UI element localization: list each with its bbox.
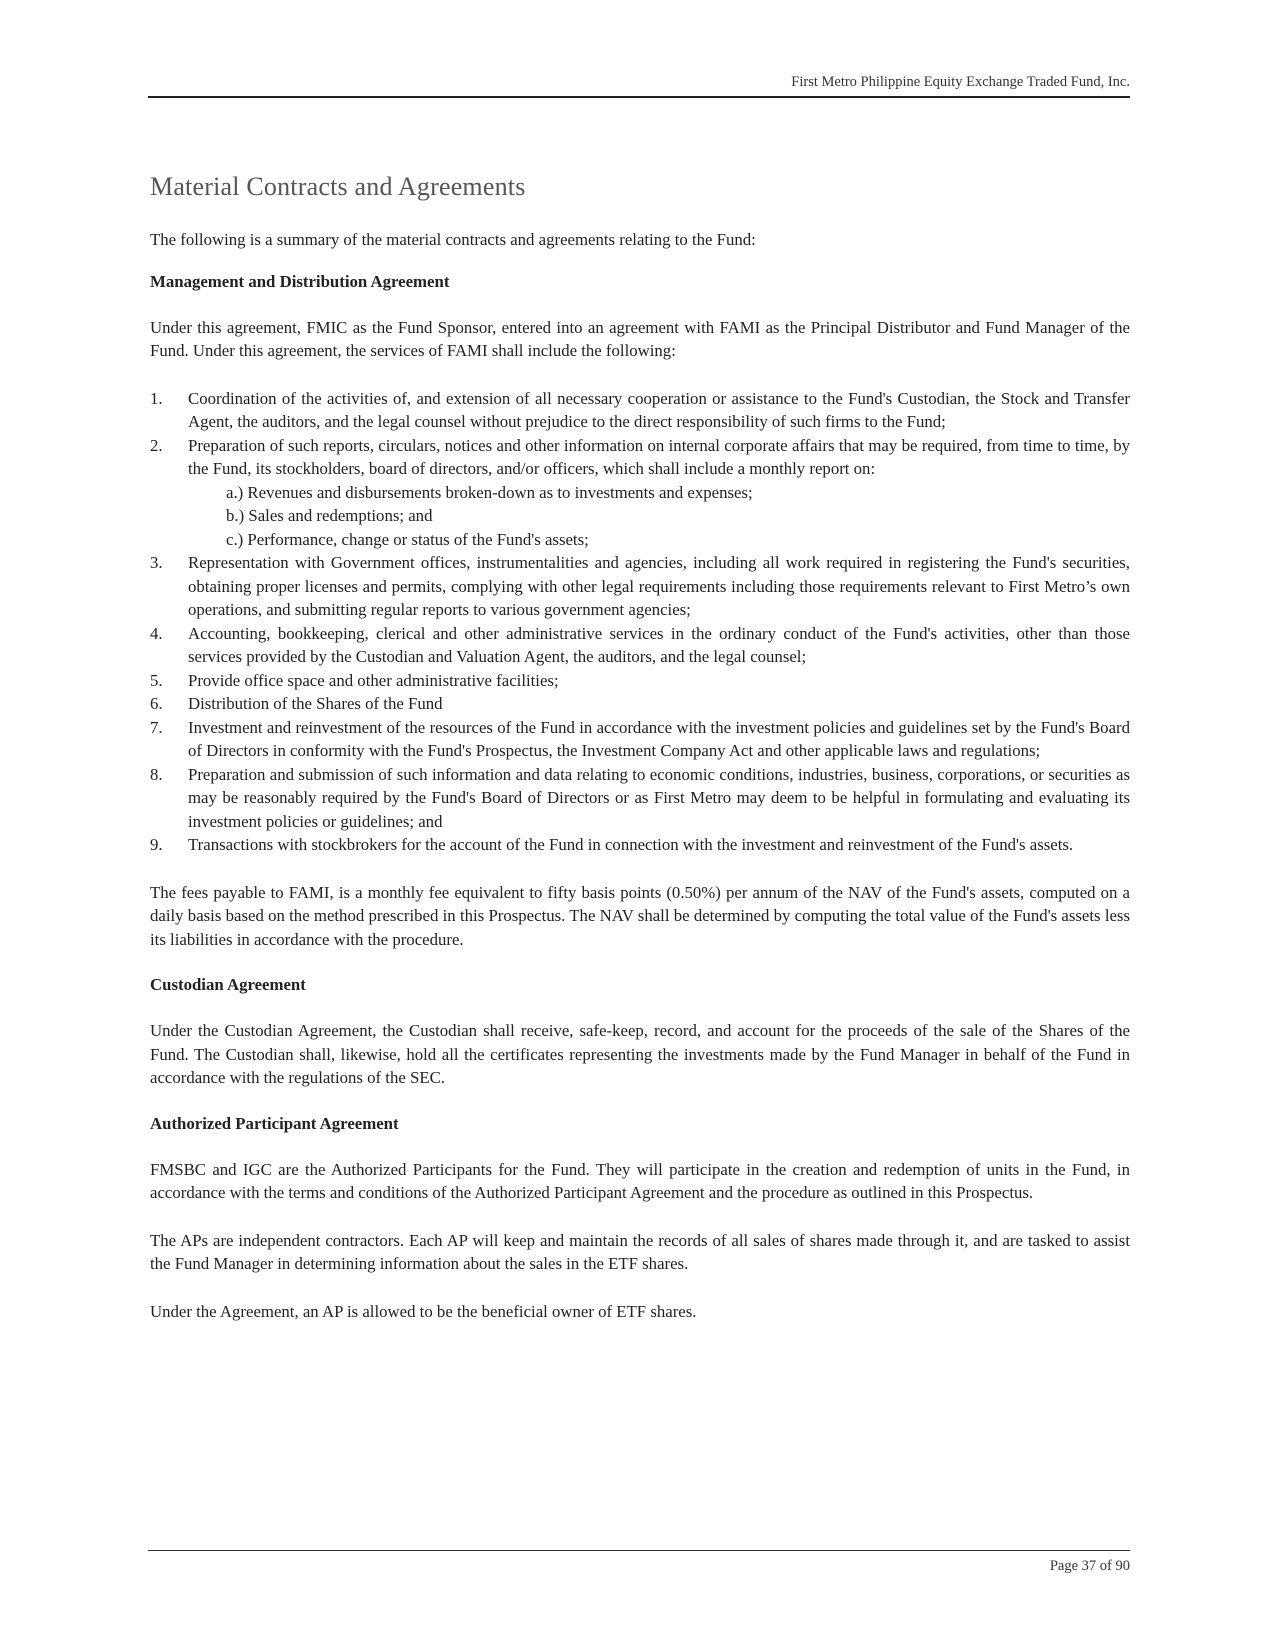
header-rule xyxy=(148,96,1130,98)
list-item-number: 2. xyxy=(150,435,163,455)
fees-paragraph: The fees payable to FAMI, is a monthly fee equivalent to fifty basis points (0.50%) per annum of the NAV of the Fund's assets, computed on a daily basis based on the method prescribed in this Prospectus. The NAV shall be determined by computing the total value of the Fund's assets less its liabilities in accordance with the procedure. xyxy=(150,882,1130,949)
main-content xyxy=(150,172,1130,1347)
list-item xyxy=(150,434,1130,552)
list-item xyxy=(150,833,1130,857)
list-item-number: 9. xyxy=(150,835,163,854)
list-item xyxy=(150,551,1130,622)
list-item-number: 1. xyxy=(150,388,163,408)
custodian-paragraph: Under the Custodian Agreement, the Custodian shall receive, safe-keep, record, and account for the proceeds of the sale of the Shares of the Fund. The Custodian shall, likewise, hold all the certificates representing the investments made by the Fund Manager in behalf of the Fund in accordance with the regulations of the SEC. xyxy=(150,1021,1130,1087)
list-item-number: 3. xyxy=(150,553,163,572)
list-item-text: Coordination of the activities of, and extension of all necessary cooperation or assistance to the Fund's Custodian, the Stock and Transfer Agent, the auditors, and the legal counsel without prejudice to the direct responsibility of such firms to the Fund; xyxy=(188,388,1130,431)
sublist-item: b.) Sales and redemptions; and xyxy=(226,506,433,525)
authorized-participant-paragraph: FMSBC and IGC are the Authorized Participants for the Fund. They will participate in the creation and redemption of units in the Fund, in accordance with the terms and conditions of the Authorized Participant Agreement and the procedure as outlined in this Prospectus. xyxy=(150,1159,1130,1202)
ap-beneficial-owner-paragraph: Under the Agreement, an AP is allowed to be the beneficial owner of ETF shares. xyxy=(150,1301,697,1321)
list-item-text: Investment and reinvestment of the resources of the Fund in accordance with the investment policies and guidelines set by the Fund's Board of Directors in conformity with the Fund's Prospectus, the Investment Company Act and other applicable laws and regulations; xyxy=(188,717,1130,760)
list-item-text: Preparation of such reports, circulars, notices and other information on internal corporate affairs that may be required, from time to time, by the Fund, its stockholders, board of directors, and/or officers, which shall include a monthly report on: xyxy=(188,435,1130,478)
list-item-text: Transactions with stockbrokers for the account of the Fund in connection with the investment and reinvestment of the Fund's assets. xyxy=(188,835,1074,854)
list-item xyxy=(150,716,1130,763)
list-item-text: Representation with Government offices, instrumentalities and agencies, including all work required in registering the Fund's securities, obtaining proper licenses and permits, complying with other legal requirements including those requirements relevant to First Metro’s own operations, and submitting regular reports to various government agencies; xyxy=(188,553,1130,619)
list-item xyxy=(150,622,1130,669)
list-item xyxy=(150,669,1130,693)
list-item-number: 4. xyxy=(150,623,163,643)
authorized-participant-heading: Authorized Participant Agreement xyxy=(150,1113,399,1133)
list-item-number: 6. xyxy=(150,694,163,713)
services-list xyxy=(150,387,1130,857)
list-item-number: 7. xyxy=(150,717,163,737)
sublist-item: c.) Performance, change or status of the Fund's assets; xyxy=(226,529,589,549)
monthly-report-sublist xyxy=(188,481,1130,552)
footer-rule xyxy=(148,1550,1130,1551)
management-heading: Management and Distribution Agreement xyxy=(150,271,450,291)
management-paragraph: Under this agreement, FMIC as the Fund Sponsor, entered into an agreement with FAMI as the Principal Distributor and Fund Manager of the Fund. Under this agreement, the services of FAMI shall include the following: xyxy=(150,317,1130,360)
intro-paragraph: The following is a summary of the material contracts and agreements relating to the Fund: xyxy=(150,230,756,249)
list-item-number: 5. xyxy=(150,670,163,690)
list-item-text: Accounting, bookkeeping, clerical and other administrative services in the ordinary conduct of the Fund's activities, other than those services provided by the Custodian and Valuation Agent, the auditors, and the legal counsel; xyxy=(188,623,1130,666)
list-item xyxy=(150,763,1130,834)
list-item-text: Provide office space and other administrative facilities; xyxy=(188,670,559,690)
section-title: Material Contracts and Agreements xyxy=(150,172,526,201)
sublist-item: a.) Revenues and disbursements broken-down as to investments and expenses; xyxy=(226,482,753,502)
list-item-number: 8. xyxy=(150,764,163,784)
list-item-text: Preparation and submission of such information and data relating to economic conditions, industries, business, corporations, or securities as may be reasonably required by the Fund's Board of Directors or as First Metro may deem to be helpful in formulating and evaluating its investment policies or guidelines; and xyxy=(188,764,1130,831)
list-item-text: Distribution of the Shares of the Fund xyxy=(188,694,443,713)
list-item xyxy=(150,387,1130,434)
running-header: First Metro Philippine Equity Exchange Traded Fund, Inc. xyxy=(791,74,1130,90)
list-item xyxy=(150,692,1130,716)
page-number: Page 37 of 90 xyxy=(1049,1558,1130,1574)
ap-contractors-paragraph: The APs are independent contractors. Each AP will keep and maintain the records of all sales of shares made through it, and are tasked to assist the Fund Manager in determining information about the sales in the ETF shares. xyxy=(150,1230,1130,1273)
custodian-heading: Custodian Agreement xyxy=(150,975,306,994)
